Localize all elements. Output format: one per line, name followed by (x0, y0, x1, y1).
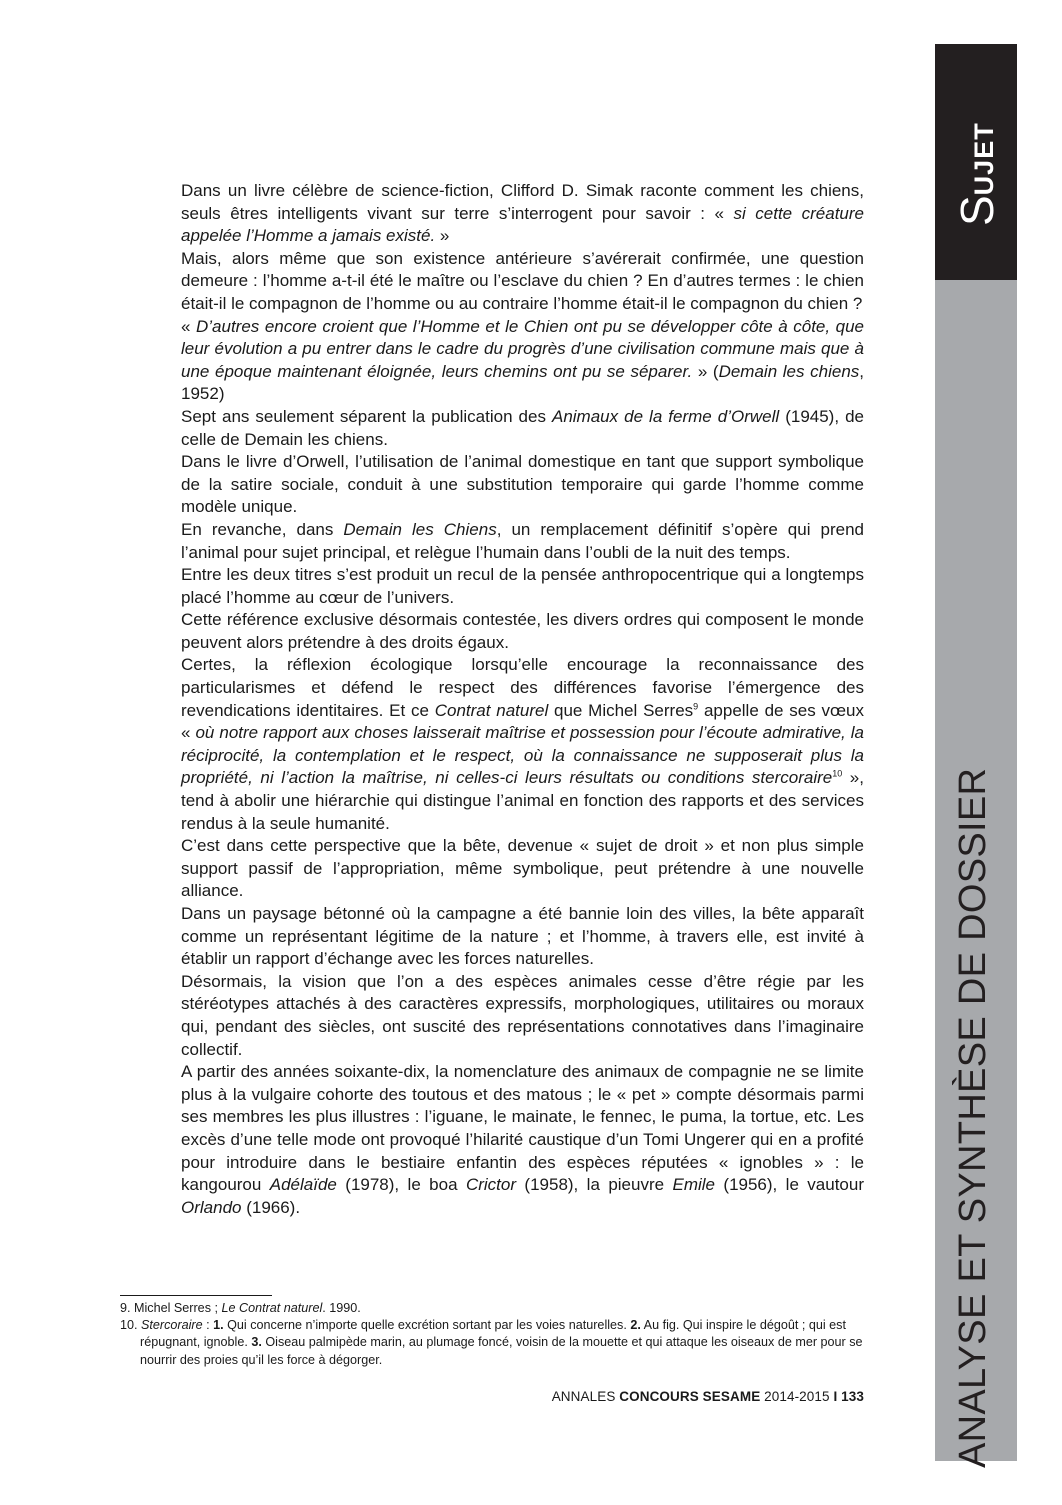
paragraph: Désormais, la vision que l’on a des espèces animales cesse d’être régie par les stéréotypes attachés à des caractères expressifs, morphologiques, utilitaires ou moraux qui, pendant des siècles, ont suscité des représentations connotatives dans l’imaginaire collectif. (181, 971, 864, 1059)
paragraph: Sept ans seulement séparent la publication des Animaux de la ferme d’Orwell (1945), de celle de Demain les chiens. (181, 406, 864, 449)
footnotes (120, 1300, 865, 1369)
footnote-ref-9: 9 (693, 701, 699, 711)
paragraph: Entre les deux titres s’est produit un recul de la pensée anthropocentrique qui a longtemps placé l’homme au cœur de l’univers. (181, 565, 864, 607)
article-body (181, 180, 864, 1219)
paragraph: En revanche, dans Demain les Chiens, un remplacement définitif s’opère qui prend l’animal pour sujet principal, et relègue l’humain dans l’oubli de la nuit des temps. (181, 519, 865, 562)
paragraph: Certes, la réflexion écologique lorsqu’elle encourage la reconnaissance des particularismes et défend le respect des différences favorise l’émergence des revendications identitaires. Et ce Contrat naturel que Michel Serres$^9$ appelle de ses vœux « où notre rapport aux choses laisserait maîtrise et possession pour l’écoute admirative, la réciprocité, la contemplation et le respect, où la connaissance ne supposerait plus la propriété, ni l’action la maîtrise, ni celles-ci leurs résultats ou conditions stercoraire$^{10}$ », tend à abolir une hiérarchie qui distingue l’animal en fonction des rapports et des services rendus à la seule humanité. (181, 655, 864, 833)
quote-paragraph: « D’autres encore croient que l’Homme et le Chien ont pu se développer côte à côte, que leur évolution a pu entrer dans le cadre du progrès d’une civilisation commune mais que à une époque maintenant éloignée, leurs chemins ont pu se séparer. » (Demain les chiens, 1952) (181, 316, 865, 404)
paragraph: A partir des années soixante-dix, la nomenclature des animaux de compagnie ne se limite plus à la vulgaire cohorte des toutous et des matous ; le « pet » compte désormais parmi ses membres les plus illustres : l’iguane, le mainate, le fennec, le puma, la tortue, etc. Les excès d’une telle mode ont provoqué l’hilarité caustique d’un Tomi Ungerer qui en a profité pour introduire dans le bestiaire enfantin des espèces réputées « ignobles » : le kangourou Adélaïde (1978), le boa Crictor (1958), la pieuvre Emile (1956), le vautour Orlando (1966). (181, 1062, 865, 1217)
paragraph: Dans un paysage bétonné où la campagne a été bannie loin des villes, la bête apparaît comme un représentant légitime de la nature ; et l’homme, à travers elle, est invité à établir un rapport d’échange avec les forces naturelles. (181, 904, 864, 969)
footnote-9: 9. Michel Serres ; Le Contrat naturel. 1990. (120, 1301, 361, 1315)
paragraph: Dans un livre célèbre de science-fiction, Clifford D. Simak raconte comment les chiens, seuls êtres intelligents vivant sur terre s’interrogent pour savoir : « si cette créature appelée l’Homme a jamais existé. » (181, 181, 864, 246)
page-number: I 133 (833, 1389, 864, 1404)
footnote-10: 10. Stercoraire : 1. Qui concerne n’importe quelle excrétion sortant par les voies naturelles. 2. Au fig. Qui inspire le dégoût ; qui est répugnant, ignoble. 3. Oiseau palmipède marin, au plumage foncé, voisin de la mouette et qui attaque les oiseaux de mer pour se nourrir des proies qu’il les force à dégorger. (120, 1318, 863, 1367)
section-label-sujet: SUJET (951, 122, 1003, 226)
chapter-label: ANALYSE ET SYNTHÈSE DE DOSSIER (952, 767, 994, 1468)
paragraph: C’est dans cette perspective que la bête, devenue « sujet de droit » et non plus simple support passif de l’appropriation, même symbolique, peut prétendre à une nouvelle alliance. (181, 836, 864, 901)
paragraph: Mais, alors même que son existence antérieure s’avérerait confirmée, une question demeure : l’homme a-t-il été le maître ou l’esclave du chien ? En d’autres termes : le chien était-il le compagnon de l’homme ou au contraire l’homme était-il le compagnon du chien ? (181, 248, 864, 313)
paragraph: Cette référence exclusive désormais contestée, les divers ordres qui composent le monde peuvent alors prétendre à des droits égaux. (181, 610, 864, 652)
footnote-divider (120, 1295, 272, 1296)
paragraph: Dans le livre d’Orwell, l’utilisation de l’animal domestique en tant que support symbolique de la satire sociale, conduit à une substitution temporaire qui garde l’homme comme modèle unique. (181, 452, 864, 517)
page-footer: ANNALES CONCOURS SESAME 2014-2015 I 133 (551, 1389, 864, 1404)
footnote-ref-10: 10 (832, 768, 843, 779)
